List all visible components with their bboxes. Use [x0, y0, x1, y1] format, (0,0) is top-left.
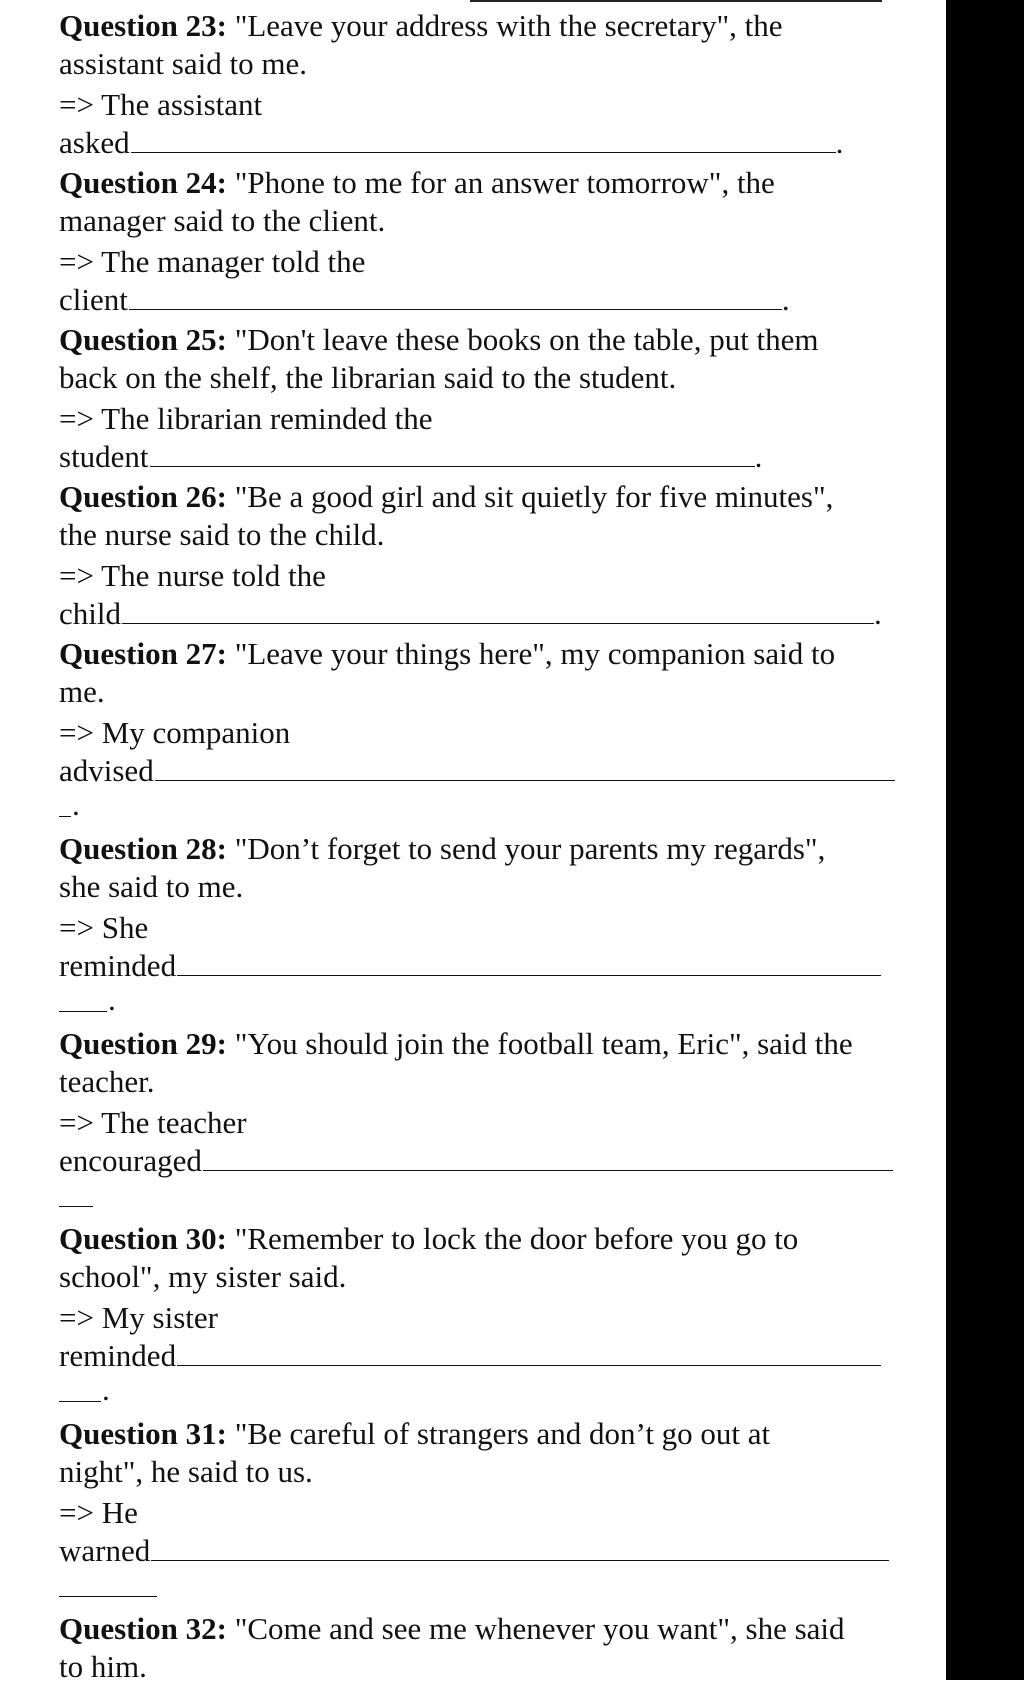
worksheet [59, 7, 905, 1688]
answer-block [59, 400, 905, 476]
question-number: Question 24: [59, 165, 227, 200]
question-31 [59, 1415, 905, 1608]
question-prompt: "Be careful of strangers and don’t go out at [226, 1416, 771, 1451]
answer-blank-tail[interactable] [59, 1379, 101, 1402]
answer-blank[interactable] [122, 601, 874, 624]
answer-lead: student [59, 439, 149, 474]
answer-block [59, 1494, 905, 1608]
answer-stem: => The nurse told the [59, 558, 326, 593]
question-number: Question 25: [59, 322, 227, 357]
question-number: Question 28: [59, 831, 227, 866]
question-prompt-cont: she said to me. [59, 869, 244, 904]
answer-lead: reminded [59, 948, 177, 983]
answer-block [59, 1299, 905, 1413]
answer-blank-tail[interactable] [59, 989, 107, 1012]
answer-lead: client [59, 282, 128, 317]
answer-blank-continued [59, 1570, 905, 1608]
answer-block [59, 86, 905, 162]
question-number: Question 30: [59, 1221, 227, 1256]
question-number: Question 26: [59, 479, 227, 514]
answer-block [59, 1104, 905, 1218]
question-number: Question 31: [59, 1416, 227, 1451]
answer-lead: reminded [59, 1338, 177, 1373]
answer-lead: advised [59, 753, 154, 788]
answer-blank-tail[interactable] [59, 1574, 157, 1597]
answer-blank[interactable] [129, 287, 782, 310]
answer-stem: => My companion [59, 715, 291, 750]
answer-blank-continued [59, 1372, 905, 1413]
answer-blank[interactable] [151, 1538, 889, 1561]
answer-blank[interactable] [203, 1148, 893, 1171]
question-prompt-cont: teacher. [59, 1064, 155, 1099]
question-prompt-cont: back on the shelf, the librarian said to the student. [59, 360, 677, 395]
question-prompt: "Remember to lock the door before you go to [226, 1221, 799, 1256]
question-prompt: "Don't leave these books on the table, put them [226, 322, 819, 357]
answer-block [59, 243, 905, 319]
answer-stem: => He [59, 1495, 138, 1530]
answer-lead: asked [59, 125, 130, 160]
answer-stem: => The librarian reminded the [59, 401, 433, 436]
answer-lead: encouraged [59, 1143, 202, 1178]
answer-stem: => The teacher [59, 1105, 247, 1140]
question-number: Question 29: [59, 1026, 227, 1061]
question-23 [59, 7, 905, 162]
question-29 [59, 1025, 905, 1218]
question-prompt-cont: manager said to the client. [59, 203, 386, 238]
question-prompt: "You should join the football team, Eric", said the [226, 1026, 853, 1061]
answer-blank[interactable] [177, 953, 881, 976]
question-30 [59, 1220, 905, 1413]
answer-blank-continued [59, 982, 905, 1023]
question-prompt-cont: the nurse said to the child. [59, 517, 385, 552]
answer-stem: => My sister [59, 1300, 218, 1335]
answer-block [59, 909, 905, 1023]
question-prompt: "Phone to me for an answer tomorrow", the [226, 165, 775, 200]
question-25 [59, 321, 905, 476]
right-margin-bar [946, 0, 1024, 1680]
answer-blank[interactable] [131, 130, 836, 153]
period: . [72, 787, 80, 822]
answer-blank[interactable] [155, 758, 895, 781]
question-number: Question 27: [59, 636, 227, 671]
period: . [835, 125, 844, 160]
answer-blank-continued [59, 787, 905, 828]
top-rule [470, 0, 882, 2]
question-prompt: "Come and see me whenever you want", she said [226, 1611, 845, 1646]
period: . [781, 282, 790, 317]
answer-stem: => The assistant [59, 87, 263, 122]
question-prompt: "Don’t forget to send your parents my regards", [226, 831, 826, 866]
answer-blank[interactable] [150, 444, 755, 467]
question-32 [59, 1610, 905, 1686]
answer-blank-tail[interactable] [59, 1184, 93, 1207]
question-26 [59, 478, 905, 633]
question-prompt-cont: to him. [59, 1649, 147, 1684]
answer-stem: => The manager told the [59, 244, 366, 279]
period: . [754, 439, 763, 474]
answer-block [59, 714, 905, 828]
question-prompt-cont: assistant said to me. [59, 46, 307, 81]
answer-blank[interactable] [177, 1343, 881, 1366]
period: . [108, 982, 116, 1017]
answer-stem: => She [59, 910, 149, 945]
answer-lead: warned [59, 1533, 151, 1568]
question-27 [59, 635, 905, 828]
question-prompt: "Be a good girl and sit quietly for five minutes", [226, 479, 834, 514]
question-24 [59, 164, 905, 319]
answer-blank-continued [59, 1180, 905, 1218]
question-prompt-cont: night", he said to us. [59, 1454, 313, 1489]
question-prompt-cont: school", my sister said. [59, 1259, 347, 1294]
period: . [102, 1372, 110, 1407]
question-number: Question 32: [59, 1611, 227, 1646]
question-number: Question 23: [59, 8, 227, 43]
answer-block [59, 557, 905, 633]
question-prompt: "Leave your address with the secretary", the [226, 8, 783, 43]
question-prompt: "Leave your things here", my companion said to [226, 636, 836, 671]
question-prompt-cont: me. [59, 674, 105, 709]
question-28 [59, 830, 905, 1023]
period: . [874, 596, 882, 631]
answer-blank-tail[interactable] [59, 794, 71, 817]
answer-lead: child [59, 596, 121, 631]
